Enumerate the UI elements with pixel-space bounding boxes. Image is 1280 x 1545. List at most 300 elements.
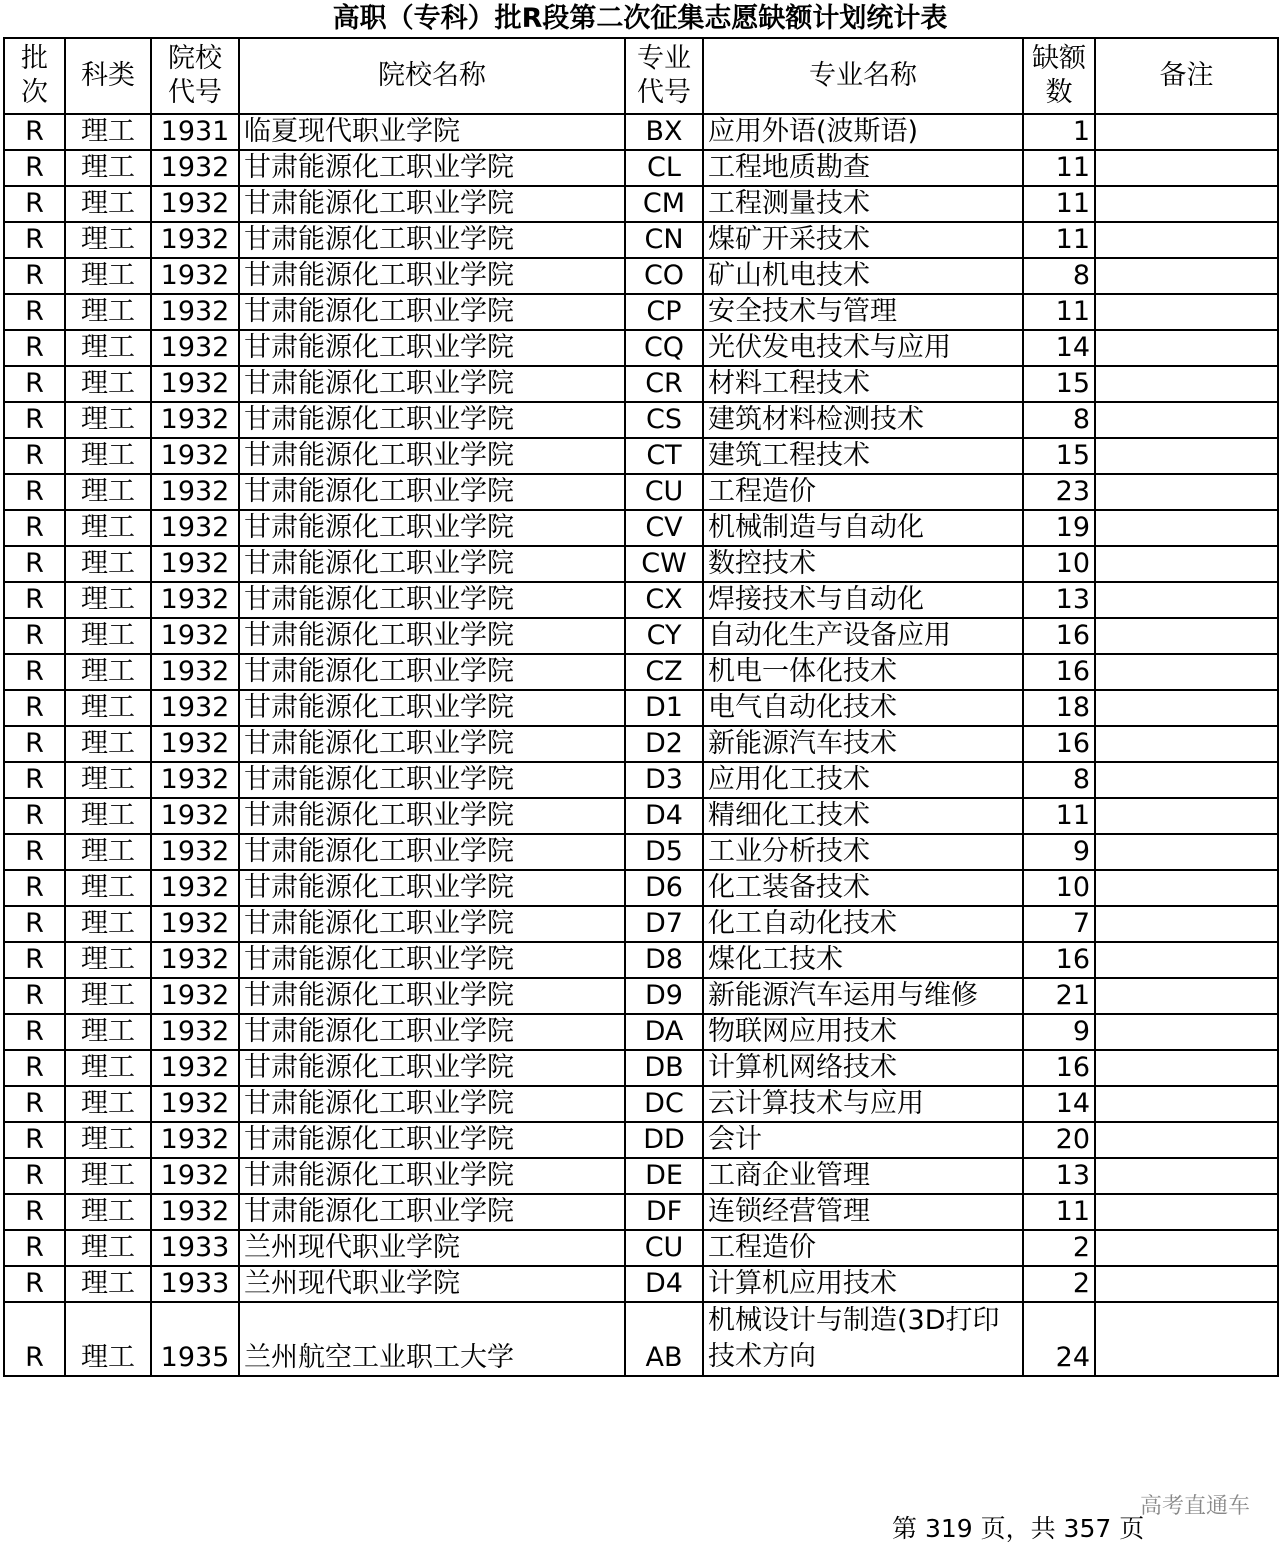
cell-school-code: 1932 — [151, 222, 239, 258]
cell-remarks — [1095, 1302, 1278, 1376]
cell-school-name: 甘肃能源化工职业学院 — [239, 1086, 625, 1122]
cell-remarks — [1095, 1122, 1278, 1158]
cell-vacancies: 16 — [1023, 618, 1095, 654]
cell-category: 理工 — [65, 150, 151, 186]
cell-remarks — [1095, 978, 1278, 1014]
cell-category: 理工 — [65, 1050, 151, 1086]
cell-school-code: 1932 — [151, 582, 239, 618]
cell-major-code: D8 — [625, 942, 703, 978]
cell-vacancies: 14 — [1023, 330, 1095, 366]
cell-school-name: 甘肃能源化工职业学院 — [239, 438, 625, 474]
cell-remarks — [1095, 870, 1278, 906]
table-row — [4, 798, 1278, 834]
watermark: 高考直通车 — [1140, 1494, 1251, 1519]
cell-vacancies: 8 — [1023, 258, 1095, 294]
header-school-code: 院校代号 — [151, 38, 239, 114]
table-row — [4, 834, 1278, 870]
cell-batch: R — [4, 1122, 65, 1158]
cell-school-name: 甘肃能源化工职业学院 — [239, 330, 625, 366]
table-row — [4, 150, 1278, 186]
cell-batch: R — [4, 978, 65, 1014]
cell-batch: R — [4, 546, 65, 582]
cell-batch: R — [4, 1158, 65, 1194]
cell-major-name: 工程造价 — [703, 1230, 1023, 1266]
cell-major-name: 连锁经营管理 — [703, 1194, 1023, 1230]
cell-major-name: 工商企业管理 — [703, 1158, 1023, 1194]
cell-vacancies: 13 — [1023, 1158, 1095, 1194]
cell-category: 理工 — [65, 726, 151, 762]
cell-major-name: 计算机应用技术 — [703, 1266, 1023, 1302]
cell-major-name: 工业分析技术 — [703, 834, 1023, 870]
cell-remarks — [1095, 474, 1278, 510]
table-row — [4, 258, 1278, 294]
cell-school-code: 1932 — [151, 1194, 239, 1230]
cell-vacancies: 8 — [1023, 762, 1095, 798]
cell-category: 理工 — [65, 1086, 151, 1122]
cell-major-name: 电气自动化技术 — [703, 690, 1023, 726]
cell-major-code: D4 — [625, 1266, 703, 1302]
cell-remarks — [1095, 438, 1278, 474]
cell-category: 理工 — [65, 366, 151, 402]
cell-school-name: 甘肃能源化工职业学院 — [239, 1158, 625, 1194]
cell-category: 理工 — [65, 1194, 151, 1230]
cell-vacancies: 23 — [1023, 474, 1095, 510]
table-row — [4, 762, 1278, 798]
cell-major-name: 会计 — [703, 1122, 1023, 1158]
cell-vacancies: 11 — [1023, 1194, 1095, 1230]
cell-batch: R — [4, 1266, 65, 1302]
cell-category: 理工 — [65, 1266, 151, 1302]
table-row — [4, 330, 1278, 366]
cell-school-code: 1932 — [151, 294, 239, 330]
cell-major-code: D4 — [625, 798, 703, 834]
cell-school-name: 甘肃能源化工职业学院 — [239, 942, 625, 978]
cell-batch: R — [4, 618, 65, 654]
cell-vacancies: 11 — [1023, 798, 1095, 834]
cell-batch: R — [4, 402, 65, 438]
cell-remarks — [1095, 330, 1278, 366]
cell-major-code: CP — [625, 294, 703, 330]
cell-school-name: 甘肃能源化工职业学院 — [239, 366, 625, 402]
cell-remarks — [1095, 1194, 1278, 1230]
cell-vacancies: 14 — [1023, 1086, 1095, 1122]
cell-batch: R — [4, 1194, 65, 1230]
cell-school-name: 甘肃能源化工职业学院 — [239, 474, 625, 510]
cell-school-code: 1935 — [151, 1302, 239, 1376]
cell-batch: R — [4, 1230, 65, 1266]
table-row — [4, 942, 1278, 978]
table-row — [4, 978, 1278, 1014]
cell-major-name: 新能源汽车技术 — [703, 726, 1023, 762]
cell-school-code: 1932 — [151, 762, 239, 798]
cell-major-name: 精细化工技术 — [703, 798, 1023, 834]
header-row — [4, 38, 1278, 114]
cell-remarks — [1095, 222, 1278, 258]
cell-school-code: 1932 — [151, 546, 239, 582]
cell-batch: R — [4, 330, 65, 366]
cell-vacancies: 10 — [1023, 870, 1095, 906]
cell-vacancies: 13 — [1023, 582, 1095, 618]
cell-major-name: 机电一体化技术 — [703, 654, 1023, 690]
cell-batch: R — [4, 150, 65, 186]
table-row — [4, 186, 1278, 222]
cell-batch: R — [4, 1050, 65, 1086]
cell-batch: R — [4, 222, 65, 258]
cell-category: 理工 — [65, 690, 151, 726]
cell-remarks — [1095, 726, 1278, 762]
cell-remarks — [1095, 366, 1278, 402]
cell-major-code: D9 — [625, 978, 703, 1014]
header-remarks: 备注 — [1095, 38, 1278, 114]
table-row — [4, 1158, 1278, 1194]
cell-vacancies: 15 — [1023, 438, 1095, 474]
cell-school-code: 1932 — [151, 618, 239, 654]
cell-category: 理工 — [65, 870, 151, 906]
cell-school-code: 1932 — [151, 258, 239, 294]
cell-school-name: 甘肃能源化工职业学院 — [239, 150, 625, 186]
page-footer: 第 319 页，共 357 页 — [892, 1514, 1145, 1543]
cell-remarks — [1095, 186, 1278, 222]
cell-school-code: 1933 — [151, 1230, 239, 1266]
cell-school-name: 甘肃能源化工职业学院 — [239, 582, 625, 618]
cell-remarks — [1095, 114, 1278, 150]
cell-school-code: 1932 — [151, 906, 239, 942]
cell-school-code: 1932 — [151, 870, 239, 906]
cell-category: 理工 — [65, 834, 151, 870]
cell-category: 理工 — [65, 978, 151, 1014]
table-row — [4, 1086, 1278, 1122]
cell-major-name: 工程地质勘查 — [703, 150, 1023, 186]
cell-major-name: 数控技术 — [703, 546, 1023, 582]
cell-vacancies: 2 — [1023, 1266, 1095, 1302]
cell-school-name: 甘肃能源化工职业学院 — [239, 726, 625, 762]
cell-major-name: 矿山机电技术 — [703, 258, 1023, 294]
cell-batch: R — [4, 870, 65, 906]
cell-remarks — [1095, 510, 1278, 546]
table-row — [4, 1266, 1278, 1302]
cell-vacancies: 20 — [1023, 1122, 1095, 1158]
cell-category: 理工 — [65, 438, 151, 474]
table-row — [4, 366, 1278, 402]
header-major-code: 专业代号 — [625, 38, 703, 114]
header-school-name: 院校名称 — [239, 38, 625, 114]
cell-category: 理工 — [65, 1122, 151, 1158]
cell-batch: R — [4, 834, 65, 870]
header-vacancies: 缺额数 — [1023, 38, 1095, 114]
cell-school-name: 甘肃能源化工职业学院 — [239, 546, 625, 582]
cell-batch: R — [4, 654, 65, 690]
cell-school-name: 甘肃能源化工职业学院 — [239, 258, 625, 294]
cell-major-code: D7 — [625, 906, 703, 942]
cell-vacancies: 11 — [1023, 222, 1095, 258]
table-row — [4, 1302, 1278, 1376]
cell-school-code: 1932 — [151, 654, 239, 690]
cell-school-name: 甘肃能源化工职业学院 — [239, 222, 625, 258]
cell-major-code: D2 — [625, 726, 703, 762]
cell-category: 理工 — [65, 294, 151, 330]
cell-school-code: 1932 — [151, 474, 239, 510]
cell-batch: R — [4, 474, 65, 510]
cell-vacancies: 9 — [1023, 834, 1095, 870]
cell-school-name: 甘肃能源化工职业学院 — [239, 654, 625, 690]
cell-major-code: D1 — [625, 690, 703, 726]
cell-remarks — [1095, 294, 1278, 330]
cell-remarks — [1095, 1230, 1278, 1266]
cell-batch: R — [4, 366, 65, 402]
cell-vacancies: 16 — [1023, 942, 1095, 978]
cell-school-code: 1932 — [151, 510, 239, 546]
cell-school-code: 1932 — [151, 978, 239, 1014]
cell-school-code: 1932 — [151, 150, 239, 186]
cell-category: 理工 — [65, 582, 151, 618]
cell-remarks — [1095, 906, 1278, 942]
table-body — [4, 114, 1278, 1376]
cell-batch: R — [4, 114, 65, 150]
cell-major-code: DA — [625, 1014, 703, 1050]
quota-table — [3, 37, 1279, 1377]
cell-batch: R — [4, 294, 65, 330]
cell-major-code: DB — [625, 1050, 703, 1086]
table-row — [4, 546, 1278, 582]
cell-category: 理工 — [65, 474, 151, 510]
cell-school-code: 1933 — [151, 1266, 239, 1302]
cell-vacancies: 1 — [1023, 114, 1095, 150]
cell-vacancies: 16 — [1023, 726, 1095, 762]
table-row — [4, 438, 1278, 474]
cell-category: 理工 — [65, 1230, 151, 1266]
cell-category: 理工 — [65, 942, 151, 978]
cell-major-name: 建筑工程技术 — [703, 438, 1023, 474]
cell-school-name: 甘肃能源化工职业学院 — [239, 834, 625, 870]
cell-major-name: 材料工程技术 — [703, 366, 1023, 402]
cell-vacancies: 19 — [1023, 510, 1095, 546]
cell-major-code: CS — [625, 402, 703, 438]
cell-category: 理工 — [65, 906, 151, 942]
cell-category: 理工 — [65, 654, 151, 690]
page-title: 高职（专科）批R段第二次征集志愿缺额计划统计表 — [332, 3, 948, 34]
table-row — [4, 114, 1278, 150]
cell-remarks — [1095, 942, 1278, 978]
cell-vacancies: 16 — [1023, 654, 1095, 690]
cell-remarks — [1095, 1266, 1278, 1302]
cell-school-name: 甘肃能源化工职业学院 — [239, 1194, 625, 1230]
cell-batch: R — [4, 1014, 65, 1050]
cell-school-name: 兰州现代职业学院 — [239, 1266, 625, 1302]
cell-school-code: 1932 — [151, 1086, 239, 1122]
cell-school-name: 甘肃能源化工职业学院 — [239, 1014, 625, 1050]
cell-batch: R — [4, 942, 65, 978]
cell-major-name: 物联网应用技术 — [703, 1014, 1023, 1050]
cell-major-name: 机械制造与自动化 — [703, 510, 1023, 546]
cell-major-code: CX — [625, 582, 703, 618]
cell-remarks — [1095, 834, 1278, 870]
cell-school-name: 甘肃能源化工职业学院 — [239, 294, 625, 330]
cell-remarks — [1095, 150, 1278, 186]
header-category: 科类 — [65, 38, 151, 114]
cell-school-name: 甘肃能源化工职业学院 — [239, 870, 625, 906]
cell-major-code: DC — [625, 1086, 703, 1122]
cell-batch: R — [4, 438, 65, 474]
cell-remarks — [1095, 798, 1278, 834]
cell-major-name: 新能源汽车运用与维修 — [703, 978, 1023, 1014]
cell-major-code: CZ — [625, 654, 703, 690]
cell-category: 理工 — [65, 222, 151, 258]
cell-major-name: 云计算技术与应用 — [703, 1086, 1023, 1122]
table-row — [4, 618, 1278, 654]
cell-school-code: 1932 — [151, 366, 239, 402]
cell-school-name: 甘肃能源化工职业学院 — [239, 186, 625, 222]
cell-major-code: CQ — [625, 330, 703, 366]
table-row — [4, 1194, 1278, 1230]
cell-school-code: 1932 — [151, 1050, 239, 1086]
cell-category: 理工 — [65, 1014, 151, 1050]
cell-major-code: CU — [625, 474, 703, 510]
cell-vacancies: 10 — [1023, 546, 1095, 582]
cell-school-code: 1932 — [151, 402, 239, 438]
cell-vacancies: 15 — [1023, 366, 1095, 402]
cell-batch: R — [4, 798, 65, 834]
cell-remarks — [1095, 1086, 1278, 1122]
cell-category: 理工 — [65, 798, 151, 834]
cell-vacancies: 8 — [1023, 402, 1095, 438]
cell-major-code: D5 — [625, 834, 703, 870]
cell-major-code: DE — [625, 1158, 703, 1194]
cell-category: 理工 — [65, 186, 151, 222]
cell-remarks — [1095, 402, 1278, 438]
cell-remarks — [1095, 1014, 1278, 1050]
cell-major-name: 工程测量技术 — [703, 186, 1023, 222]
cell-category: 理工 — [65, 330, 151, 366]
table-row — [4, 402, 1278, 438]
cell-school-name: 兰州现代职业学院 — [239, 1230, 625, 1266]
table-row — [4, 510, 1278, 546]
cell-batch: R — [4, 1302, 65, 1376]
cell-school-name: 甘肃能源化工职业学院 — [239, 690, 625, 726]
cell-major-code: DF — [625, 1194, 703, 1230]
cell-remarks — [1095, 1050, 1278, 1086]
table-row — [4, 294, 1278, 330]
cell-vacancies: 11 — [1023, 186, 1095, 222]
cell-major-name: 化工自动化技术 — [703, 906, 1023, 942]
cell-school-name: 甘肃能源化工职业学院 — [239, 510, 625, 546]
cell-category: 理工 — [65, 258, 151, 294]
table-row — [4, 1230, 1278, 1266]
cell-school-name: 甘肃能源化工职业学院 — [239, 1050, 625, 1086]
cell-major-code: CM — [625, 186, 703, 222]
cell-batch: R — [4, 690, 65, 726]
cell-major-name: 计算机网络技术 — [703, 1050, 1023, 1086]
table-row — [4, 1122, 1278, 1158]
cell-major-code: CO — [625, 258, 703, 294]
cell-remarks — [1095, 762, 1278, 798]
cell-vacancies: 18 — [1023, 690, 1095, 726]
cell-category: 理工 — [65, 618, 151, 654]
cell-vacancies: 11 — [1023, 294, 1095, 330]
cell-vacancies: 2 — [1023, 1230, 1095, 1266]
cell-school-code: 1932 — [151, 726, 239, 762]
cell-batch: R — [4, 762, 65, 798]
table-row — [4, 222, 1278, 258]
cell-vacancies: 11 — [1023, 150, 1095, 186]
cell-major-code: CL — [625, 150, 703, 186]
cell-school-code: 1932 — [151, 438, 239, 474]
header-major-name: 专业名称 — [703, 38, 1023, 114]
cell-major-code: D3 — [625, 762, 703, 798]
cell-school-code: 1932 — [151, 1014, 239, 1050]
cell-school-code: 1932 — [151, 1122, 239, 1158]
cell-major-name: 煤化工技术 — [703, 942, 1023, 978]
cell-batch: R — [4, 726, 65, 762]
cell-school-name: 兰州航空工业职工大学 — [239, 1302, 625, 1376]
table-row — [4, 906, 1278, 942]
table-row — [4, 474, 1278, 510]
cell-school-name: 临夏现代职业学院 — [239, 114, 625, 150]
cell-remarks — [1095, 546, 1278, 582]
cell-major-code: CV — [625, 510, 703, 546]
cell-school-name: 甘肃能源化工职业学院 — [239, 906, 625, 942]
cell-major-name: 安全技术与管理 — [703, 294, 1023, 330]
cell-category: 理工 — [65, 510, 151, 546]
cell-major-name: 机械设计与制造(3D打印技术方向 — [703, 1302, 1023, 1376]
cell-remarks — [1095, 582, 1278, 618]
cell-major-name: 自动化生产设备应用 — [703, 618, 1023, 654]
table-row — [4, 870, 1278, 906]
cell-major-code: CU — [625, 1230, 703, 1266]
cell-major-code: CW — [625, 546, 703, 582]
cell-batch: R — [4, 906, 65, 942]
cell-major-code: BX — [625, 114, 703, 150]
cell-category: 理工 — [65, 114, 151, 150]
cell-school-code: 1932 — [151, 798, 239, 834]
cell-vacancies: 9 — [1023, 1014, 1095, 1050]
cell-category: 理工 — [65, 762, 151, 798]
cell-remarks — [1095, 654, 1278, 690]
cell-major-code: CR — [625, 366, 703, 402]
cell-major-name: 应用化工技术 — [703, 762, 1023, 798]
cell-major-code: AB — [625, 1302, 703, 1376]
cell-major-name: 应用外语(波斯语) — [703, 114, 1023, 150]
cell-school-code: 1932 — [151, 690, 239, 726]
table-row — [4, 726, 1278, 762]
cell-school-code: 1932 — [151, 942, 239, 978]
table-row — [4, 582, 1278, 618]
cell-major-name: 光伏发电技术与应用 — [703, 330, 1023, 366]
cell-school-name: 甘肃能源化工职业学院 — [239, 978, 625, 1014]
cell-major-name: 化工装备技术 — [703, 870, 1023, 906]
cell-batch: R — [4, 510, 65, 546]
cell-batch: R — [4, 258, 65, 294]
cell-category: 理工 — [65, 546, 151, 582]
cell-major-name: 煤矿开采技术 — [703, 222, 1023, 258]
cell-batch: R — [4, 186, 65, 222]
cell-remarks — [1095, 618, 1278, 654]
cell-major-code: CN — [625, 222, 703, 258]
cell-major-code: DD — [625, 1122, 703, 1158]
cell-vacancies: 21 — [1023, 978, 1095, 1014]
cell-school-name: 甘肃能源化工职业学院 — [239, 402, 625, 438]
cell-major-code: CY — [625, 618, 703, 654]
cell-vacancies: 24 — [1023, 1302, 1095, 1376]
table-row — [4, 654, 1278, 690]
table-row — [4, 1050, 1278, 1086]
cell-remarks — [1095, 258, 1278, 294]
cell-major-name: 建筑材料检测技术 — [703, 402, 1023, 438]
cell-school-name: 甘肃能源化工职业学院 — [239, 618, 625, 654]
table-row — [4, 1014, 1278, 1050]
cell-school-code: 1932 — [151, 1158, 239, 1194]
cell-major-name: 焊接技术与自动化 — [703, 582, 1023, 618]
cell-category: 理工 — [65, 1158, 151, 1194]
